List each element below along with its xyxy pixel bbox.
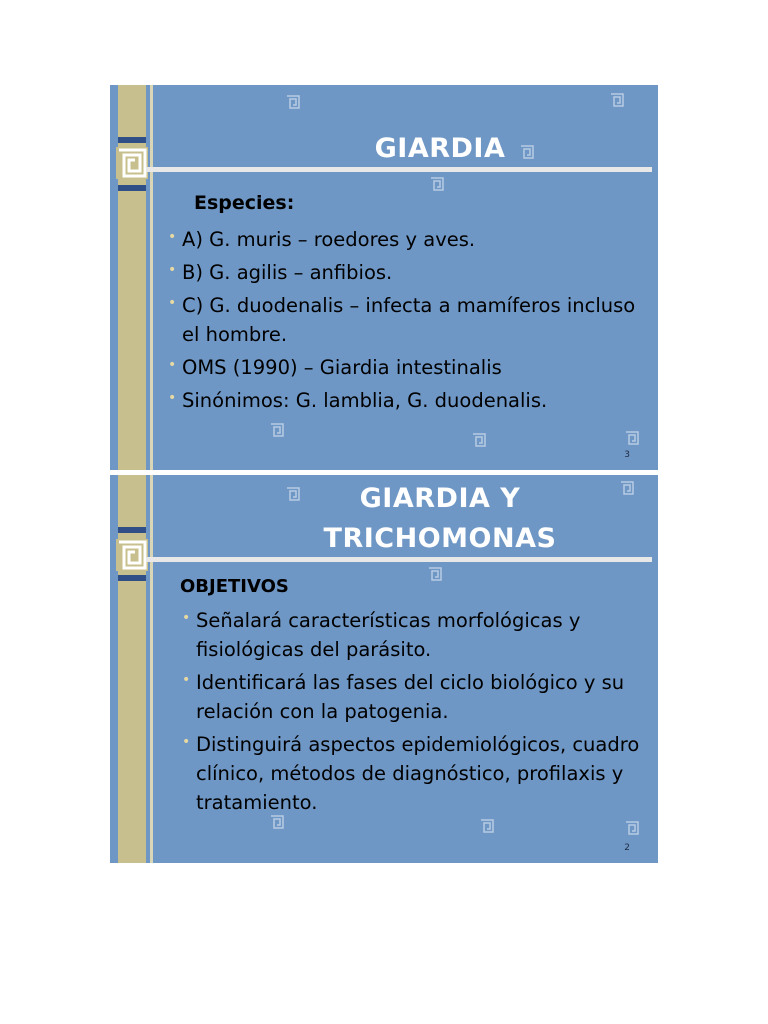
greek-key-icon <box>620 481 634 495</box>
slide-heading: Especies: <box>194 192 295 214</box>
bullet-dot-icon: • <box>182 734 191 750</box>
page-number: 2 <box>624 843 630 853</box>
bullet-text: C) G. duodenalis – infecta a mamíferos incluso el hombre. <box>182 294 636 346</box>
page-number: 3 <box>624 450 630 460</box>
greek-key-icon <box>430 177 444 191</box>
bullet-dot-icon: • <box>182 610 191 626</box>
greek-key-icon <box>270 423 284 437</box>
rail-line <box>150 475 153 863</box>
rail-band <box>118 527 146 533</box>
list-item <box>168 353 638 382</box>
greek-key-icon <box>520 145 534 159</box>
bullet-text: Señalará características morfológicas y fisiológicas del parásito. <box>196 609 581 661</box>
list-item <box>168 258 638 287</box>
bullet-dot-icon: • <box>168 262 177 278</box>
bullet-dot-icon: • <box>168 295 177 311</box>
bullet-text: B) G. agilis – anfibios. <box>182 261 393 284</box>
list-item <box>168 291 638 349</box>
list-item <box>182 730 640 817</box>
bullet-list <box>168 225 638 419</box>
greek-key-icon <box>286 95 300 109</box>
list-item <box>182 668 640 726</box>
bullet-text: OMS (1990) – Giardia intestinalis <box>182 356 502 379</box>
greek-key-icon <box>625 431 639 445</box>
greek-key-icon <box>270 815 284 829</box>
left-rail <box>118 475 146 863</box>
list-item <box>168 386 638 415</box>
bullet-list <box>182 606 640 821</box>
greek-key-icon <box>625 821 639 835</box>
bullet-dot-icon: • <box>168 390 177 406</box>
list-item <box>182 606 640 664</box>
rail-band <box>118 137 146 143</box>
bullet-dot-icon: • <box>168 357 177 373</box>
bullet-dot-icon: • <box>168 229 177 245</box>
greek-key-icon <box>286 487 300 501</box>
slide-heading: OBJETIVOS <box>180 576 289 597</box>
rail-band <box>118 575 146 581</box>
slide-title: GIARDIA <box>374 133 506 164</box>
bullet-text: Identificará las fases del ciclo biológico y su relación con la patogenia. <box>196 671 625 723</box>
greek-key-icon <box>610 93 624 107</box>
slide-title: GIARDIA Y TRICHOMONAS <box>323 483 557 554</box>
slide-objectives <box>110 475 658 863</box>
greek-key-icon <box>472 433 486 447</box>
greek-key-icon <box>116 539 148 571</box>
slide-giardia-species <box>110 85 658 470</box>
greek-key-icon <box>480 819 494 833</box>
bullet-text: A) G. muris – roedores y aves. <box>182 228 476 251</box>
greek-key-icon <box>428 567 442 581</box>
greek-key-icon <box>116 147 148 179</box>
rail-line <box>150 85 153 470</box>
bullet-text: Sinónimos: G. lamblia, G. duodenalis. <box>182 389 548 412</box>
bullet-text: Distinguirá aspectos epidemiológicos, cuadro clínico, métodos de diagnóstico, profilaxis y tratamiento. <box>196 733 640 814</box>
bullet-dot-icon: • <box>182 672 191 688</box>
rail-band <box>118 185 146 191</box>
list-item <box>168 225 638 254</box>
